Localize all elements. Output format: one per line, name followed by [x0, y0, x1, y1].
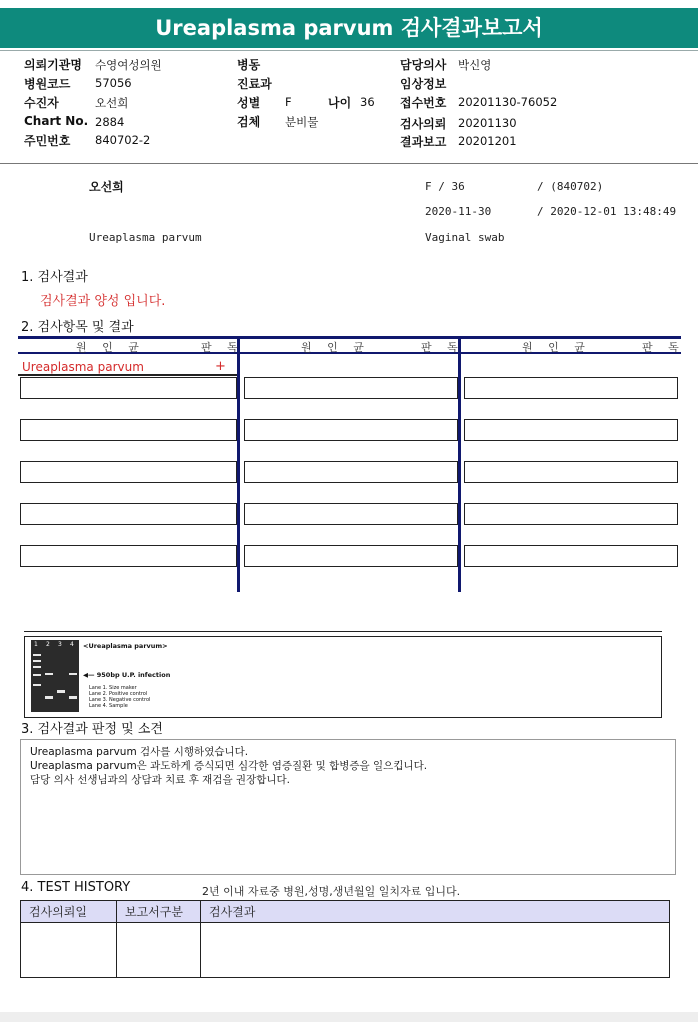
summary-date-received: 2020-11-30 [425, 205, 492, 218]
col-pathogen-1: 원 인 균 [76, 341, 145, 354]
section1-title: 1. 검사결과 [21, 270, 88, 285]
receipt-label: 접수번호 [400, 96, 447, 110]
gel-band [33, 666, 41, 668]
result-cell [244, 461, 458, 483]
gel-band [69, 696, 77, 699]
summary-specimen: Vaginal swab [425, 231, 505, 244]
summary-date-reported: / 2020-12-01 13:48:49 [537, 205, 677, 218]
summary-name: 오선희 [89, 180, 124, 194]
comment-line: Ureaplasma parvum 검사를 시행하였습니다. [30, 746, 249, 758]
result-cell [244, 545, 458, 567]
result-cell [464, 503, 678, 525]
gel-legend [89, 685, 150, 709]
chart-no-value: 2884 [95, 115, 125, 129]
history-cell [201, 923, 670, 978]
gel-band [33, 654, 41, 656]
result-cell [244, 419, 458, 441]
page-footer-bar [0, 1012, 698, 1022]
section2-title: 2. 검사항목 및 결과 [21, 320, 134, 335]
comment-box [20, 739, 676, 875]
section4-note: 2년 이내 자료중 병원,성명,생년월일 일치자료 입니다. [202, 885, 461, 898]
pathogen-result: + [215, 359, 226, 374]
col-pathogen-2: 원 인 균 [301, 341, 370, 354]
result-cell [464, 419, 678, 441]
result-cell [20, 461, 237, 483]
summary-sex-age: F / 36 [425, 180, 465, 193]
result-cell [20, 419, 237, 441]
gel-image [31, 640, 79, 712]
history-table [20, 900, 670, 978]
gel-band [33, 660, 41, 662]
specimen-value: 분비물 [285, 115, 319, 129]
col-pathogen-3: 원 인 균 [522, 341, 591, 354]
hospital-code-value: 57056 [95, 76, 132, 90]
sex-value: F [285, 95, 292, 109]
report-title: Ureaplasma parvum 검사결과보고서 [0, 8, 698, 48]
gel-lane-1: 1 [34, 641, 38, 648]
result-cell [244, 377, 458, 399]
report-label: 결과보고 [400, 135, 447, 149]
col-judgement-3: 판 독 [642, 341, 685, 354]
chart-no-label: Chart No. [24, 114, 89, 128]
col-judgement-1: 판 독 [201, 341, 244, 354]
summary-birth: / (840702) [537, 180, 604, 193]
results-table-divider-1 [237, 336, 240, 592]
gel-band [57, 690, 65, 693]
gel-band [45, 673, 53, 675]
receipt-value: 20201130-76052 [458, 95, 558, 109]
gel-legend-item: Lane 2. Positive control [89, 691, 148, 697]
gel-arrow-label: ◀— 950bp U.P. infection [83, 671, 171, 679]
col-judgement-2: 판 독 [421, 341, 464, 354]
gel-lane-4: 4 [70, 641, 74, 648]
comment-line: 담당 의사 선생님과의 상담과 치료 후 재검을 권장합니다. [30, 774, 290, 786]
result-cell [464, 377, 678, 399]
history-cell [21, 923, 117, 978]
specimen-label: 검체 [237, 115, 261, 129]
request-label: 검사의뢰 [400, 117, 447, 131]
result-cell [464, 461, 678, 483]
institution-label: 의뢰기관명 [24, 58, 82, 72]
gel-lane-3: 3 [58, 641, 62, 648]
gel-band [33, 674, 41, 676]
result-cell [464, 545, 678, 567]
result-cell [20, 545, 237, 567]
result-cell [20, 503, 237, 525]
section3-title: 3. 검사결과 판정 및 소견 [21, 722, 163, 737]
result-cell [20, 377, 237, 399]
doctor-label: 담당의사 [400, 58, 447, 72]
history-col-result: 검사결과 [201, 901, 670, 923]
gel-title: <Ureaplasma parvum> [83, 642, 168, 650]
gel-legend-item: Lane 4. Sample [89, 703, 128, 709]
history-cell [117, 923, 201, 978]
sex-label: 성별 [237, 96, 261, 110]
summary-test-name: Ureaplasma parvum [89, 231, 202, 244]
id-no-value: 840702-2 [95, 133, 151, 147]
patient-value: 오선희 [95, 96, 129, 110]
comment-line: Ureaplasma parvum은 과도하게 증식되면 심각한 염증질환 및 합병증을 일으킵니다. [30, 760, 428, 772]
result-row-underline [18, 374, 237, 376]
gel-lane-2: 2 [46, 641, 50, 648]
report-value: 20201201 [458, 134, 517, 148]
info-divider [0, 163, 698, 164]
gel-band [45, 696, 53, 699]
result-cell [244, 503, 458, 525]
results-table-divider-2 [458, 336, 461, 592]
header-divider [0, 50, 698, 51]
ward-label: 병동 [237, 58, 261, 72]
age-label: 나이 [328, 96, 352, 110]
dept-label: 진료과 [237, 77, 272, 91]
patient-label: 수진자 [24, 96, 59, 110]
doctor-value: 박신영 [458, 58, 492, 72]
age-value: 36 [360, 95, 375, 109]
hospital-code-label: 병원코드 [24, 77, 71, 91]
gel-legend-item: Lane 3. Negative control [89, 697, 151, 703]
gel-legend-item: Lane 1. Size maker [89, 685, 137, 691]
request-value: 20201130 [458, 116, 517, 130]
gel-band [33, 684, 41, 686]
clinical-label: 임상정보 [400, 77, 447, 91]
pathogen-name: Ureaplasma parvum [22, 360, 144, 374]
gel-top-rule [24, 631, 662, 632]
result-positive-text: 검사결과 양성 입니다. [40, 294, 166, 309]
history-col-request-date: 검사의뢰일 [21, 901, 117, 923]
id-no-label: 주민번호 [24, 134, 71, 148]
institution-value: 수영여성의원 [95, 58, 162, 72]
history-col-report-type: 보고서구분 [117, 901, 201, 923]
section4-title: 4. TEST HISTORY [21, 880, 131, 895]
gel-band [69, 673, 77, 675]
